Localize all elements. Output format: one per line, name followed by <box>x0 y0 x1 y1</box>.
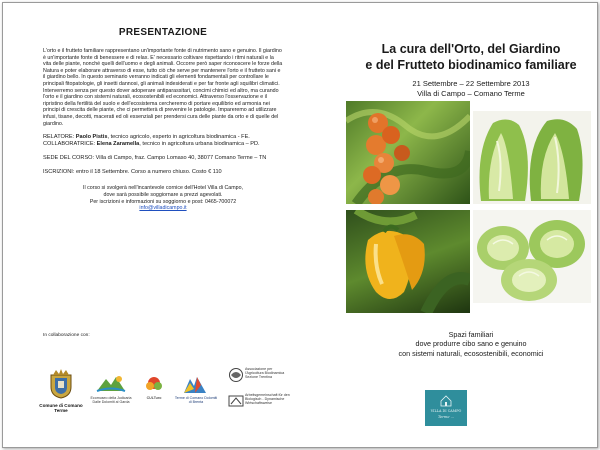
info-line-1: Il corso si svolgerà nell'incantevole cornice dell'Hotel Villa di Campo, <box>82 185 244 192</box>
brochure-page <box>2 2 598 448</box>
comune-caption: Comune di Comano Terme <box>39 403 83 414</box>
tomatoes-photo <box>346 101 470 204</box>
email-link[interactable]: info@villadicampo.it <box>139 205 187 212</box>
course-place: Villa di Campo – Comano Terme <box>417 88 525 98</box>
tagline-line-3: con sistemi naturali, ecosostenibili, economici <box>398 348 544 358</box>
course-location: SEDE DEL CORSO: Villa di Campo, fraz. Campo Lomaso 40, 38077 Comano Terme – TN <box>43 155 267 162</box>
romaine-image <box>473 111 591 204</box>
ecomuseo-caption: Ecomuseo della Judicaria Dalle Dolomiti al Garda <box>90 396 132 405</box>
info-line-3: Per iscrizioni e informazioni su soggiorno e post: 0465-700072 <box>89 198 237 205</box>
romaine-lettuce-photo <box>473 111 591 204</box>
collaboration-label: In collaborazione con: <box>43 333 90 338</box>
relatore-desc: , tecnico agricolo, esperto in agricoltura biodinamica - FE. <box>107 134 250 141</box>
terme-caption: Terme di Comano Dolomiti di Brenta <box>174 396 218 405</box>
collab-desc: , tecnico in agricoltura urbana biodinamica – PD. <box>139 141 260 148</box>
tagline-line-1: Spazi familiari <box>448 330 494 339</box>
speakers-block <box>43 134 283 148</box>
presentation-heading: PRESENTAZIONE <box>118 27 208 38</box>
relatore-label: RELATORE: <box>43 134 76 141</box>
iceberg-lettuce-photo <box>473 210 591 303</box>
title-line-1: La cura dell'Orto, del Giardino <box>381 42 561 56</box>
villa-di-campo-logo <box>425 390 467 426</box>
course-dates <box>343 79 599 98</box>
terme-logo-icon <box>181 373 209 395</box>
collab-name: Elena Zaramella <box>96 141 140 148</box>
pepper-image <box>346 210 470 313</box>
comune-crest-icon <box>47 369 75 399</box>
demeter-assoc-icon <box>227 393 245 409</box>
course-title <box>343 41 599 73</box>
date-range: 21 Settembre – 22 Settembre 2013 <box>412 79 530 88</box>
speaker-relatore <box>43 134 283 141</box>
biodynamic-assoc-icon <box>227 367 245 383</box>
registration-info: ISCRIZIONI: entro il 18 Settembre. Corso a numero chiuso. Costo € 110 <box>43 169 222 176</box>
demeter-assoc-caption: Arbeitsgemeinschaft für den Biologisch - Dynamische Wirtschaftsweise <box>245 393 290 406</box>
info-line-2: dove sarà possibile soggiornare a prezzi agevolati. <box>103 191 223 198</box>
villa-logo-text: VILLA DI CAMPO <box>430 409 462 413</box>
tagline-line-2: dove produrre cibo sano e genuino <box>415 339 527 349</box>
yellow-pepper-photo <box>346 210 470 313</box>
ecomuseo-logo-icon <box>95 373 127 395</box>
left-panel <box>43 27 283 212</box>
relatore-name: Paolo Pistis <box>75 134 108 141</box>
biodynamic-assoc-caption: Associazione per l'Agricoltura Biodinamica Sezione Trentina <box>245 367 285 380</box>
partner-logos <box>39 365 293 425</box>
villa-house-icon <box>440 395 452 407</box>
hotel-info <box>43 185 283 212</box>
villa-logo-subtext: Terme ... <box>437 415 455 419</box>
cultura-logo-icon <box>141 375 167 395</box>
presentation-text: L'orto e il frutteto familiare rappresentano un'importante fonte di nutrimento sano e genuino. Il giardino è un'importante fonte di benessere e di relax. E' necessario coltivare rispettando i ritmi naturali e la vita delle piante, nonché quelli dell'uomo e degli animali. Occorre però saper riconoscere le forze della Natura e poter elaborare attraverso di esse, tutto ciò che serve per mantenere l'orto e il frutteto sani e il giardino bello. In questo seminario verranno indicati gli elementi fondamentali per controllare le principali fitopatologie, gli insetti dannosi, gli animali indesiderati e per far fronte agli squilibri climatici. Interverremo senza per questo dover adoperare antiparassitari, concimi chimici ed altro, ma curando l'orto e il giardino con sistemi naturali, ecosostenibili ed economici. Attraverso l'osservazione e il ripristino della fertilità del suolo e dell'ecosistema cercheremo di portare equilibrio ed armonia nei principi di crescita delle piante, che ci permetterà di prevenire le patologie. Impareremo ad utilizzare infusi, tisane, decotti, macerati ed oli essenziali per prendersi cura delle piante da orto e di quelle del giardino. <box>43 48 283 127</box>
tomatoes-image <box>346 101 470 204</box>
iceberg-image <box>473 210 591 303</box>
cultura-caption: CULTuro <box>146 396 162 400</box>
title-line-2: e del Frutteto biodinamico familiare <box>365 58 577 72</box>
collab-label: COLLABORATRICE: <box>43 141 97 148</box>
tagline <box>343 330 599 358</box>
speaker-collaboratrice <box>43 141 283 148</box>
